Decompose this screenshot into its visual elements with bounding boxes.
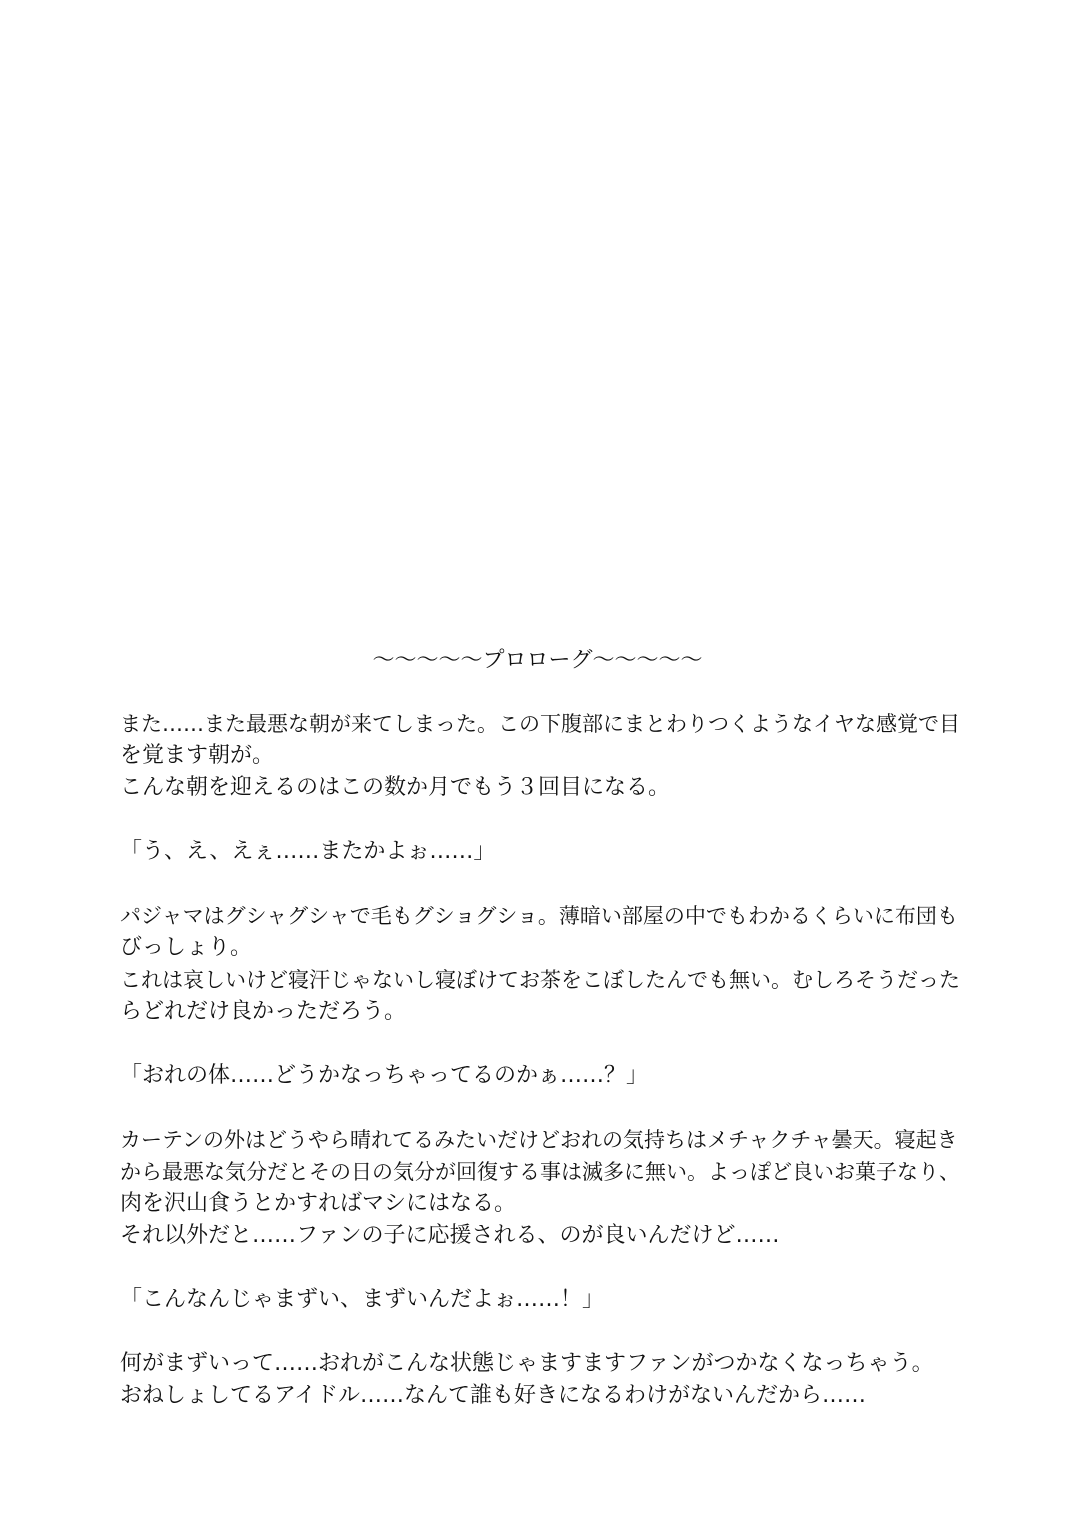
text-line: また……また最悪な朝が来てしまった。この下腹部にまとわりつくようなイヤな感覚で目	[120, 712, 960, 736]
text-line: カーテンの外はどうやら晴れてるみたいだけどおれの気持ちはメチャクチャ曇天。寝起き	[120, 1128, 958, 1152]
text-line: それ以外だと……ファンの子に応援される、のが良いんだけど……	[120, 1223, 780, 1248]
text-line: パジャマはグシャグシャで毛もグショグショ。薄暗い部屋の中でもわかるくらいに布団も	[120, 904, 958, 928]
body-text	[120, 708, 960, 1412]
dialogue-line: 「おれの体……どうかなっちゃってるのかぁ……？」	[120, 1063, 649, 1088]
text-line: らどれだけ良かっただろう。	[120, 999, 407, 1024]
dialogue-line: 「う、え、えぇ……またかよぉ……」	[120, 839, 496, 864]
blank-line	[120, 1092, 960, 1124]
blank-line	[120, 868, 960, 900]
dialogue-line: 「こんなんじゃまずい、まずいんだよぉ……！」	[120, 1287, 605, 1312]
blank-line	[120, 804, 960, 836]
text-line: を覚ます朝が。	[120, 743, 275, 768]
blank-line	[120, 1316, 960, 1348]
text-line: 肉を沢山食うとかすればマシにはなる。	[120, 1191, 517, 1216]
blank-line	[120, 1028, 960, 1060]
text-line: 何がまずいって……おれがこんな状態じゃますますファンがつかなくなっちゃう。	[120, 1351, 934, 1376]
chapter-title: ～～～～～プロローグ～～～～～	[372, 648, 703, 673]
text-line: これは哀しいけど寝汗じゃないし寝ぼけてお茶をこぼしたんでも無い。むしろそうだった	[120, 968, 960, 992]
text-line: から最悪な気分だとその日の気分が回復する事は滅多に無い。よっぽど良いお菓子なり、	[120, 1160, 960, 1184]
blank-line	[120, 1252, 960, 1284]
text-line: おねしょしてるアイドル……なんて誰も好きになるわけがないんだから……	[120, 1383, 867, 1408]
text-line: びっしょり。	[120, 935, 253, 960]
text-line: こんな朝を迎えるのはこの数か月でもう３回目になる。	[120, 775, 671, 800]
